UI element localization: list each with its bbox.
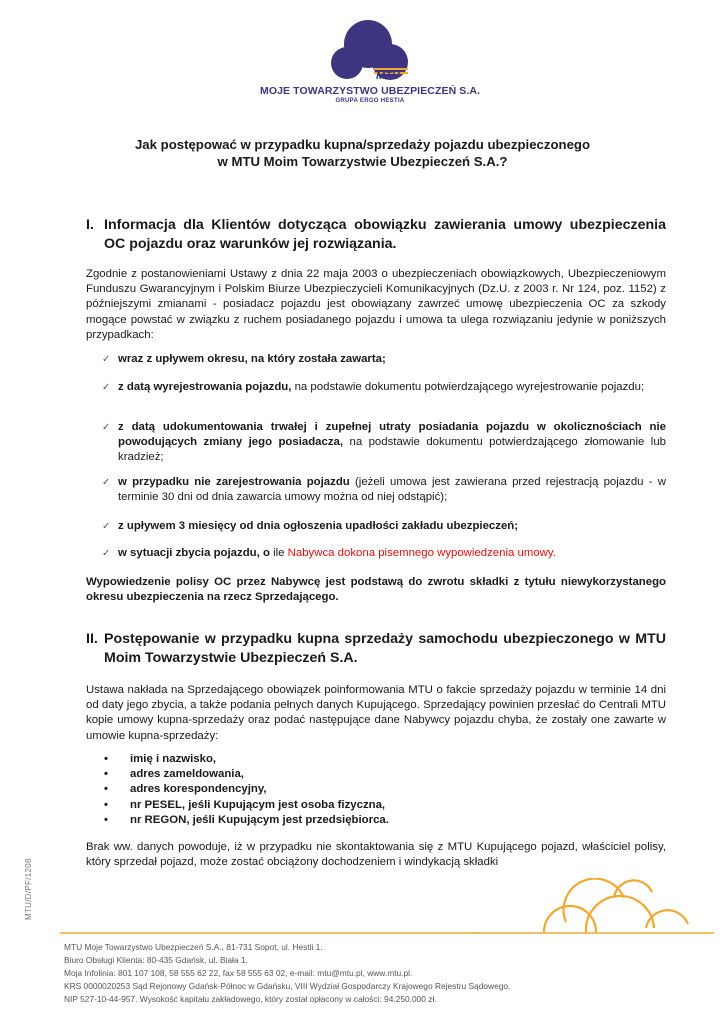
list-item-text: na podstawie dokumentu potwierdzającego złomowanie lub kradzież; [118,436,666,464]
list-item [102,420,666,466]
footer-line: Biuro Obsługi Klienta: 80-435 Gdańsk, ul. Biała 1. [64,955,248,965]
list-item: • nr PESEL, jeśli Kupującym jest osoba fizyczna, [104,798,604,813]
footer-line: NIP 527-10-44-957. Wysokość kapitału zakładowego, który został opłacony w całości: 94.250.000 zł. [64,994,437,1004]
check-icon: ✓ [102,382,111,393]
list-item [102,475,666,505]
list-item: • adres korespondencyjny, [104,782,604,797]
list-item-highlight: Nabywca dokona pisemnego wypowiedzenia umowy. [287,547,556,559]
list-item: • adres zameldowania, [104,767,604,782]
logo-group-name: GRUPA ERGO HESTIA [335,98,405,104]
title-line-2: w MTU Moim Towarzystwie Ubezpieczeń S.A.? [217,154,508,169]
check-icon: ✓ [102,477,111,488]
list-item: • imię i nazwisko, [104,752,604,767]
list-item [102,352,666,367]
section-2-heading [86,630,666,668]
footer-line: MTU Moje Towarzystwo Ubezpieczeń S.A., 81-731 Sopot, ul. Hestii 1. [64,942,323,952]
list-item [102,546,666,561]
footer-line: Moja Infolinia: 801 107 108, 58 555 62 22, fax 58 555 63 02, e-mail: mtu@mtu.pl, www.mtu.pl. [64,968,413,978]
section-1-heading-text: Informacja dla Klientów dotycząca obowiązku zawierania umowy ubezpieczenia OC pojazdu oraz warunków jej rozwiązania. [104,217,666,252]
list-item-bold: , o [256,547,270,559]
footer-divider [60,932,480,936]
list-item-text: na podstawie dokumentu potwierdzającego wyrejestrowanie pojazdu; [291,381,645,393]
list-item-bold: w przypadku nie zarejestrowania pojazdu [118,476,350,488]
section-2-heading-text: Postępowanie w przypadku kupna sprzedaży samochodu ubezpieczonego w MTU Moim Towarzystwie Ubezpieczeń S.A. [104,631,666,666]
footer-company-info [64,941,664,1006]
list-item [102,519,666,534]
list-item [102,380,666,395]
document-title [60,136,665,170]
check-icon: ✓ [102,521,111,532]
section-2-intro: Ustawa nakłada na Sprzedającego obowiązek poinformowania MTU o fakcie sprzedaży pojazdu w terminie 14 dni od daty jego zbycia, a także podania pełnych danych Kupującego. Sprzedający powinien przesłać do Centrali MTU kopie umowy kupna-sprzedaży oraz podać następujące dane Nabywcy pojazdu chyba, że zostały one zawarte w umowie kupna-sprzedaży: [86,684,666,742]
buyer-data-list [104,752,604,828]
title-line-1: Jak postępować w przypadku kupna/sprzedaży pojazdu ubezpieczonego [134,137,591,152]
check-icon: ✓ [102,548,111,559]
list-item-bold: z datą udokumentowania trwałej i zupełnej utraty posiadania pojazdu w okolicznościach nie powodujących zmiany jego posiadacza, [118,421,666,449]
section-1-number: I. [86,217,94,233]
section-1-closing: Wypowiedzenie polisy OC przez Nabywcę jest podstawą do zwrotu składki z tytułu niewykorzystanego okresu ubezpieczenia na rzecz Sprzedającego. [86,576,666,604]
section-2-number: II. [86,631,98,647]
check-icon: ✓ [102,422,111,433]
logo-company-name: MOJE TOWARZYSTWO UBEZPIECZEŃ S.A. [260,85,481,97]
list-item-text: ile [269,547,288,559]
list-item-text: (jeżeli umowa jest zawierana przed rejestracją pojazdu - w terminie 30 dni od dnia zawarcia umowy można od niej odstąpić); [118,476,666,504]
list-item-bold: w sytuacji zbycia pojazdu [118,547,257,559]
section-1-intro: Zgodnie z postanowieniami Ustawy z dnia 22 maja 2003 o ubezpieczeniach obowiązkowych, Ubezpieczeniowym Funduszu Gwarancyjnym i Polskim Biurze Ubezpieczycieli Komunikacyjnych (Dz.U. z 2003 r. Nr 124, poz. 1152) z późniejszymi zmianami - posiadacz pojazdu jest obowiązany zawrzeć umowę ubezpieczenia OC za szkody mogące powstać w związku z ruchem posiadanego pojazdu i umowa ta ulega rozwiązaniu jedynie w poniższych przypadkach: [86,268,666,341]
section-2-closing: Brak ww. danych powoduje, iż w przypadku nie skontaktowania się z MTU Kupującego pojazd, właściciel polisy, który sprzedał pojazd, może zostać obciążony dochodzeniem i windykacją składki [86,841,666,869]
company-logo [260,18,481,104]
logo-mark: MTU [376,70,400,82]
list-item-bold: wraz z upływem okresu, na który została zawarta; [118,353,386,365]
check-icon: ✓ [102,354,111,365]
list-item-bold: z upływem 3 miesięcy od dnia ogłoszenia upadłości zakładu ubezpieczeń; [118,520,519,532]
list-item: • nr REGON, jeśli Kupującym jest przedsiębiorca. [104,813,604,828]
document-code: MTU/D/PF/1208 [24,858,33,920]
list-item-bold: z datą wyrejestrowania pojazdu, [118,381,292,393]
footer-line: KRS 0000020253 Sąd Rejonowy Gdańsk-Północ w Gdańsku, VIII Wydział Gospodarczy Krajowego Rejestru Sądowego. [64,981,511,991]
section-1-heading [86,216,666,254]
footer-sun-decoration-icon [474,878,714,938]
